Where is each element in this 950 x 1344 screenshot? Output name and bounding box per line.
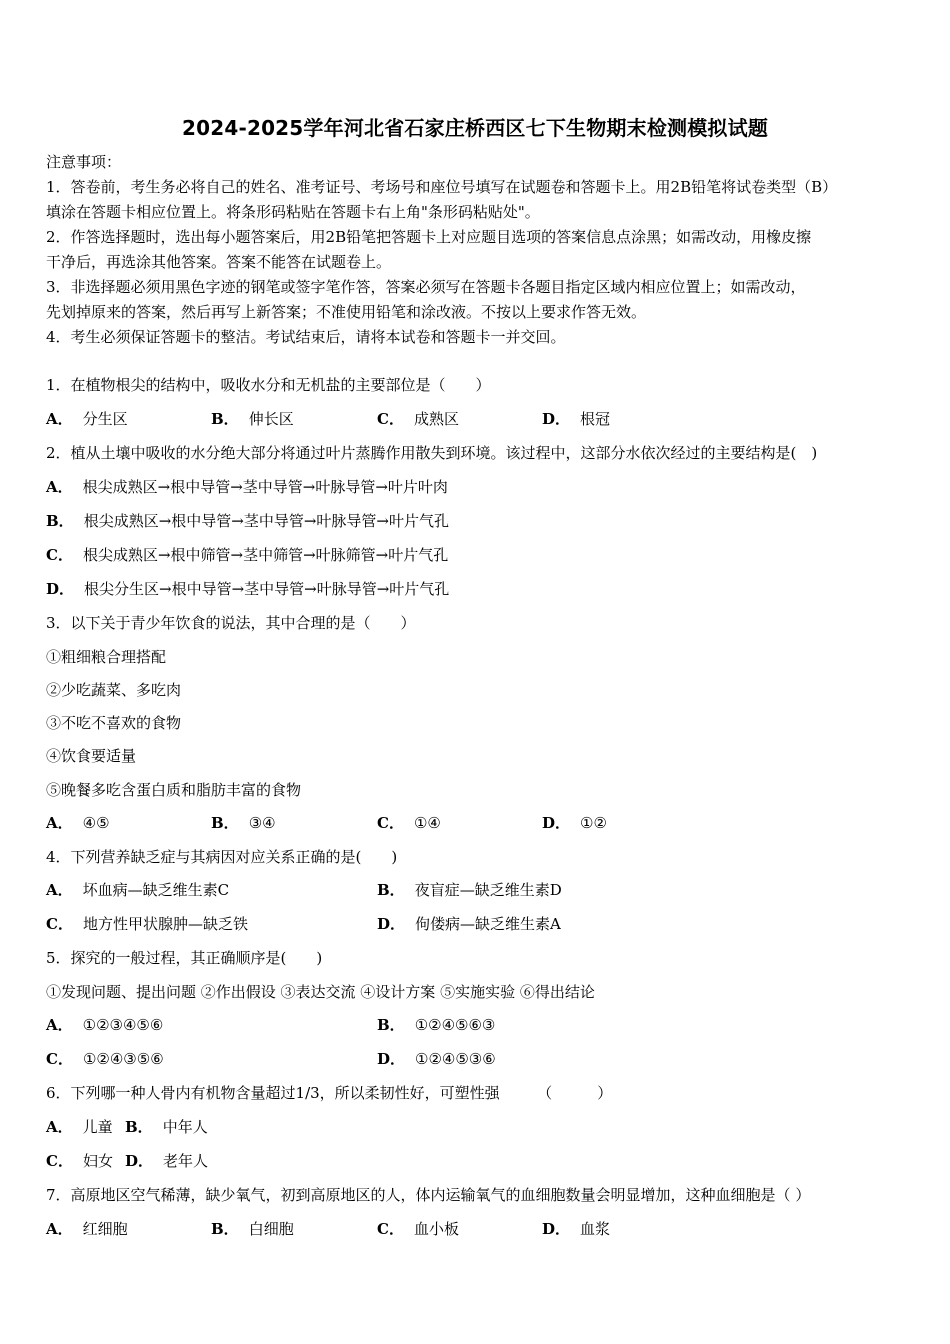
option-label: C． [46,1152,73,1170]
option-label: C． [46,915,73,933]
option-text: ①②④③⑤⑥ [82,1050,164,1068]
option-text: 血小板 [413,1220,459,1238]
question-5-steps: ①发现问题、提出问题 ②作出假设 ③表达交流 ④设计方案 ⑤实施实验 ⑥得出结论 [46,983,595,1001]
option-label: A． [46,478,73,496]
option-label: B． [211,814,239,832]
question-6-stem: 6．下列哪一种人骨内有机物含量超过1/3，所以柔韧性好，可塑性强 （ ） [46,1084,613,1102]
option-label: B． [377,881,405,899]
question-2-option-b [46,511,449,531]
option-label: A． [46,881,73,899]
question-1-option-a [46,409,128,429]
question-1-option-c [377,409,459,429]
question-7-option-a [46,1219,128,1239]
notice-heading: 注意事项： [46,153,122,171]
option-label: C． [377,1220,404,1238]
notice-line: 填涂在答题卡相应位置上。将条形码粘贴在答题卡右上角"条形码粘贴处"。 [46,203,540,221]
option-text: 成熟区 [413,410,459,428]
question-3-item: ③不吃不喜欢的食物 [46,714,182,732]
question-3-stem: 3．以下关于青少年饮食的说法，其中合理的是（ ） [46,614,416,632]
option-text: 根尖成熟区→根中导管→茎中导管→叶脉导管→叶片气孔 [83,512,449,530]
question-6-option-a [46,1117,113,1137]
option-text: 红细胞 [82,1220,128,1238]
option-text: 夜盲症—缺乏维生素D [414,881,562,899]
question-2-option-c [46,545,448,565]
option-text: ④⑤ [82,814,110,832]
page-title: 2024-2025学年河北省石家庄桥西区七下生物期末检测模拟试题 [181,116,769,140]
question-5-option-a [46,1015,163,1035]
option-text: 老年人 [163,1152,209,1170]
question-4-option-c [46,914,248,934]
option-label: D． [542,814,571,832]
notice-line: 2．作答选择题时，选出每小题答案后，用2B铅笔把答题卡上对应题目选项的答案信息点涂黑；如需改动，用橡皮擦 [46,228,812,246]
question-2-stem: 2．植从土壤中吸收的水分绝大部分将通过叶片蒸腾作用散失到环境。该过程中，这部分水依次经过的主要结构是( ) [46,444,818,462]
question-6-option-b [125,1117,208,1137]
question-7-stem: 7．高原地区空气稀薄，缺少氧气，初到高原地区的人，体内运输氧气的血细胞数量会明显增加，这种血细胞是（ ） [46,1186,811,1204]
option-text: 妇女 [82,1152,113,1170]
option-label: A． [46,1016,73,1034]
question-4-option-a [46,880,229,900]
option-text: 根尖成熟区→根中导管→茎中导管→叶脉导管→叶片叶肉 [82,478,448,496]
option-label: B． [125,1118,153,1136]
question-3-item: ①粗细粮合理搭配 [46,648,167,666]
option-text: 分生区 [82,410,128,428]
question-1-stem: 1．在植物根尖的结构中，吸收水分和无机盐的主要部位是（ ） [46,376,491,394]
notice-line: 1．答卷前，考生务必将自己的姓名、准考证号、考场号和座位号填写在试题卷和答题卡上。用2B铅笔将试卷类型（B） [46,178,838,196]
option-label: B． [377,1016,405,1034]
option-text: 坏血病—缺乏维生素C [82,881,230,899]
option-label: C． [46,546,73,564]
question-3-option-b [211,813,276,833]
option-label: B． [211,410,239,428]
question-3-item: ④饮食要适量 [46,747,137,765]
option-label: D． [46,580,75,598]
option-text: 伸长区 [248,410,294,428]
question-4-option-d [377,914,561,934]
question-6-option-d [125,1151,208,1171]
question-4-option-b [377,880,562,900]
notice-line: 干净后，再选涂其他答案。答案不能答在试题卷上。 [46,253,392,271]
option-label: C． [46,1050,73,1068]
question-5-stem: 5．探究的一般过程，其正确顺序是( ) [46,949,323,967]
option-text: 根尖成熟区→根中筛管→茎中筛管→叶脉筛管→叶片气孔 [82,546,449,564]
option-text: ①②④⑤⑥③ [414,1016,496,1034]
notice-line: 先划掉原来的答案，然后再写上新答案；不准使用铅笔和涂改液。不按以上要求作答无效。 [46,303,647,321]
question-7-option-c [377,1219,459,1239]
option-label: C． [377,410,404,428]
option-text: ①② [580,814,607,832]
option-label: B． [211,1220,239,1238]
option-label: B． [46,512,74,530]
option-label: A． [46,1118,73,1136]
question-2-option-a [46,477,448,497]
question-5-option-b [377,1015,495,1035]
option-label: A． [46,1220,73,1238]
question-3-item: ⑤晚餐多吃含蛋白质和脂肪丰富的食物 [46,781,302,799]
option-text: 儿童 [82,1118,113,1136]
option-label: D． [542,410,571,428]
question-1-option-b [211,409,294,429]
question-3-option-d [542,813,607,833]
question-2-option-d [46,579,449,599]
option-text: 血浆 [580,1220,611,1238]
option-label: C． [377,814,404,832]
question-7-option-b [211,1219,294,1239]
option-label: A． [46,410,73,428]
option-text: 根冠 [580,410,611,428]
notice-line: 3．非选择题必须用黑色字迹的钢笔或签字笔作答，答案必须写在答题卡各题目指定区域内相应位置上；如需改动， [46,278,806,296]
option-text: 白细胞 [248,1220,294,1238]
option-text: 根尖分生区→根中导管→茎中导管→叶脉导管→叶片气孔 [84,580,450,598]
option-text: ①②③④⑤⑥ [82,1016,164,1034]
question-5-option-c [46,1049,164,1069]
option-text: ①④ [413,814,441,832]
option-label: D． [542,1220,571,1238]
question-5-option-d [377,1049,496,1069]
question-3-option-c [377,813,441,833]
notice-line: 4．考生必须保证答题卡的整洁。考试结束后，请将本试卷和答题卡一并交回。 [46,328,566,346]
question-1-option-d [542,409,610,429]
question-6-option-c [46,1151,113,1171]
option-text: ①②④⑤③⑥ [415,1050,496,1068]
question-4-stem: 4．下列营养缺乏症与其病因对应关系正确的是( ) [46,848,398,866]
option-label: D． [377,1050,406,1068]
option-label: D． [125,1152,154,1170]
option-text: 地方性甲状腺肿—缺乏铁 [82,915,248,933]
option-label: A． [46,814,73,832]
question-3-option-a [46,813,110,833]
question-7-option-d [542,1219,610,1239]
option-text: 中年人 [162,1118,208,1136]
question-3-item: ②少吃蔬菜、多吃肉 [46,681,182,699]
option-text: 佝偻病—缺乏维生素A [415,915,561,933]
option-text: ③④ [248,814,276,832]
option-label: D． [377,915,406,933]
